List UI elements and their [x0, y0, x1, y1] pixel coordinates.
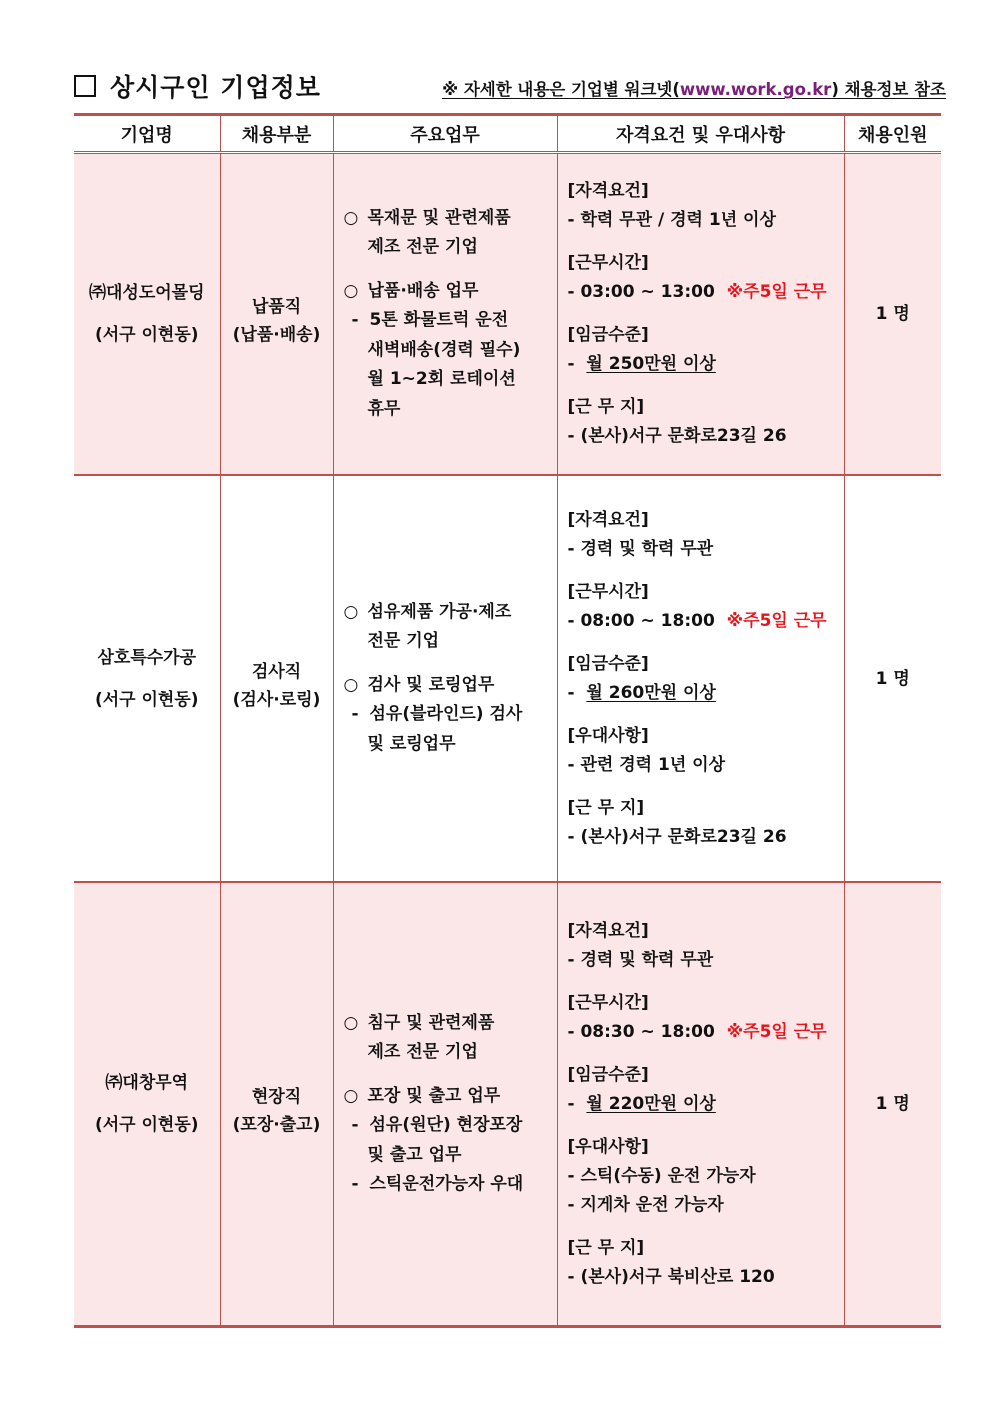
dash-bullet-icon: - [351, 1174, 359, 1194]
circle-bullet-icon: ○ [343, 207, 359, 228]
circle-bullet-icon: ○ [343, 674, 359, 695]
note-prefix: ※ 자세한 내용은 기업별 워크넷( [442, 80, 680, 99]
requirements-section: [자격요건] - 경력 및 학력 무관 [567, 509, 714, 559]
circle-bullet-icon: ○ [343, 1012, 359, 1033]
five-day-week-note: ※주5일 근무 [726, 610, 827, 631]
dept-name: 현장직 [251, 1087, 302, 1107]
work-location-section: [근 무 지] - (본사)서구 문화로23길 26 [567, 797, 787, 847]
table-row [74, 153, 941, 476]
dept-name: 검사직 [251, 661, 302, 682]
qualifications-cell [557, 882, 844, 1327]
worknet-link[interactable]: www.work.go.kr [679, 80, 832, 99]
requirements-section: [자격요건] - 경력 및 학력 무관 [567, 920, 714, 970]
circle-bullet-icon: ○ [343, 1085, 359, 1106]
reference-note [442, 76, 946, 100]
duty-company-desc: ○ 침구 및 관련제품 제조 전문 기업 [344, 1009, 549, 1068]
five-day-week-note: ※주5일 근무 [726, 282, 827, 302]
preference-section: [우대사항] - 스틱(수동) 운전 가능자 - 지게차 운전 가능자 [567, 1136, 756, 1215]
work-location-section: [근 무 지] - (본사)서구 북비산로 120 [567, 1237, 775, 1287]
company-location: (서구 이현동) [94, 689, 199, 710]
company-cell [74, 882, 220, 1327]
job-table [74, 113, 941, 1328]
dept-cell [220, 475, 333, 882]
wage-value: 월 260만원 이상 [586, 682, 716, 703]
wage-section: [임금수준] - 월 260만원 이상 [567, 653, 716, 703]
table-row [74, 882, 941, 1327]
circle-bullet-icon: ○ [343, 601, 359, 622]
work-hours-section: [근무시간] - 08:30 ~ 18:00 ※주5일 근무 [567, 992, 827, 1042]
duties-cell [333, 882, 557, 1327]
company-cell [74, 153, 220, 476]
company-name: ㈜대성도어몰딩 [88, 283, 205, 303]
note-suffix: ) 채용정보 참조 [831, 80, 946, 99]
wage-section: [임금수준] - 월 250만원 이상 [567, 325, 716, 374]
preference-section: [우대사항] - 관련 경력 1년 이상 [567, 725, 726, 775]
work-location-section: [근 무 지] - (본사)서구 문화로23길 26 [567, 397, 787, 446]
duties-cell [333, 153, 557, 476]
headcount-cell: 1 명 [844, 153, 941, 476]
table-header-row [74, 115, 941, 153]
column-header-company: 기업명 [74, 115, 220, 153]
requirements-section: [자격요건] - 학력 무관 / 경력 1년 이상 [567, 181, 776, 230]
duty-work-desc: ○ 검사 및 로링업무 - 섬유(블라인드) 검사 및 로링업무 [344, 671, 549, 760]
duty-work-desc: ○ 납품·배송 업무 - 5톤 화물트럭 운전 새벽배송(경력 필수) 월 1~2회 로테이션 휴무 [344, 277, 549, 425]
page-title [74, 68, 321, 104]
company-name: 삼호특수가공 [97, 647, 197, 668]
circle-bullet-icon: ○ [343, 280, 359, 301]
duties-cell [333, 475, 557, 882]
headcount-cell: 1 명 [844, 475, 941, 882]
checkbox-square-icon [74, 75, 96, 97]
headcount-cell: 1 명 [844, 882, 941, 1327]
qualifications-cell [557, 153, 844, 476]
qualifications-cell [557, 475, 844, 882]
work-hours-section: [근무시간] - 08:00 ~ 18:00 ※주5일 근무 [567, 581, 827, 631]
dept-cell [220, 153, 333, 476]
column-header-dept: 채용부분 [220, 115, 333, 153]
wage-section: [임금수준] - 월 220만원 이상 [567, 1064, 716, 1114]
dept-cell [220, 882, 333, 1327]
dash-bullet-icon: - [351, 704, 359, 725]
dept-detail: (검사·로링) [232, 689, 321, 710]
work-hours-section: [근무시간] - 03:00 ~ 13:00 ※주5일 근무 [567, 253, 827, 302]
five-day-week-note: ※주5일 근무 [726, 1021, 827, 1042]
wage-value: 월 250만원 이상 [586, 354, 716, 374]
duty-work-desc: ○ 포장 및 출고 업무 - 섬유(원단) 현장포장 및 출고 업무 - 스틱운전가능자 우대 [344, 1082, 549, 1200]
column-header-headcount: 채용인원 [844, 115, 941, 153]
dept-name: 납품직 [251, 297, 302, 317]
dept-detail: (납품·배송) [232, 325, 321, 345]
duty-company-desc: ○ 섬유제품 가공·제조 전문 기업 [344, 598, 549, 657]
company-cell [74, 475, 220, 882]
page-title-text: 상시구인 기업정보 [110, 73, 321, 102]
dept-detail: (포장·출고) [232, 1115, 321, 1135]
column-header-qualifications: 자격요건 및 우대사항 [557, 115, 844, 153]
column-header-duties: 주요업무 [333, 115, 557, 153]
table-row [74, 475, 941, 882]
company-name: ㈜대창무역 [105, 1073, 189, 1093]
wage-value: 월 220만원 이상 [586, 1093, 716, 1114]
duty-company-desc: ○ 목재문 및 관련제품 제조 전문 기업 [344, 204, 549, 263]
company-location: (서구 이현동) [94, 325, 199, 345]
page-header [74, 62, 946, 102]
dash-bullet-icon: - [351, 1115, 359, 1135]
company-location: (서구 이현동) [94, 1115, 199, 1135]
dash-bullet-icon: - [351, 310, 359, 331]
